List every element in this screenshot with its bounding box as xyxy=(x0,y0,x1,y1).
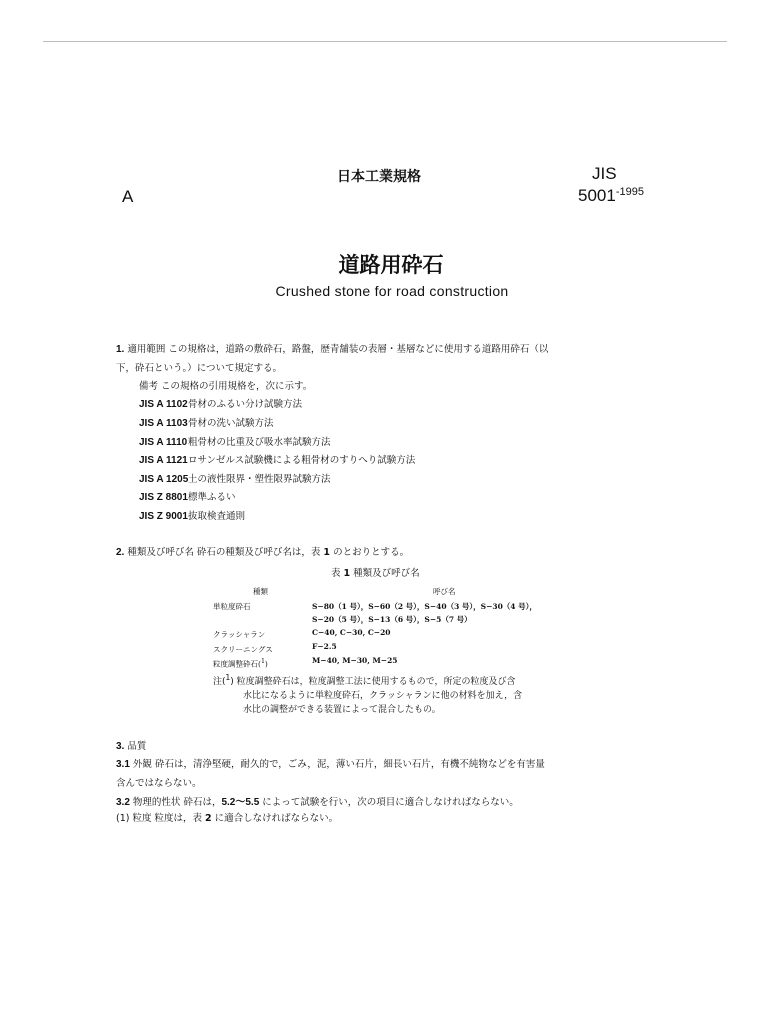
page-title: 道路用砕石 xyxy=(338,253,444,277)
section32-text-c: によって試験を行い，次の項目に適合しなければならない。 xyxy=(259,797,519,808)
table-row-kind-text: 粒度調整砕石( xyxy=(213,659,261,669)
section1-line2: 下，砕石という。）について規定する。 xyxy=(116,363,283,374)
table-row-kind-end: ) xyxy=(264,659,268,669)
ref-title: 抜取検査通則 xyxy=(188,511,246,522)
section31-line2: 含んではならない。 xyxy=(116,778,202,789)
table-row-kind xyxy=(213,658,268,670)
standard-number xyxy=(578,186,644,206)
footnote-line3: 水比の調整ができる装置によって混合したもの。 xyxy=(243,705,441,715)
footnote-mark-end: ) xyxy=(230,677,234,687)
section31-number: 3.1 xyxy=(116,759,130,770)
section2-text-c: のとおりとする。 xyxy=(330,547,410,558)
ref-title: 標準ふるい xyxy=(188,492,236,503)
jis-label: JIS xyxy=(592,164,617,183)
ref-item xyxy=(139,452,415,466)
table-caption xyxy=(331,565,420,579)
table-row-name: S−80（1 号），S−60（2 号），S−40（3 号），S−30（4 号）， xyxy=(312,602,537,611)
section32-1-text-c: に適合しなければならない。 xyxy=(211,813,339,824)
section32-ref: 5.2〜5.5 xyxy=(221,797,260,808)
table-row-kind: スクリーニングス xyxy=(213,645,273,654)
footnote-line1 xyxy=(213,673,516,687)
table-row-name: C−40, C−30, C−20 xyxy=(312,628,391,637)
section32-1-line xyxy=(116,810,338,824)
section32-text-a: 物理的性状 砕石は， xyxy=(129,797,222,808)
table-row-name: M−40, M−30, M−25 xyxy=(312,656,398,665)
table-row-kind: 単粒度砕石 xyxy=(213,602,251,611)
section32-number: 3.2 xyxy=(116,797,130,808)
section3-heading xyxy=(116,738,146,752)
ref-title: ロサンゼルス試験機による粗骨材のすりへり試験方法 xyxy=(188,455,416,466)
table-header-name: 呼び名 xyxy=(433,587,456,596)
section2-number: 2. xyxy=(116,547,125,558)
table-caption-num: 1 xyxy=(343,568,351,579)
section1-note: 備考 この規格の引用規格を，次に示す。 xyxy=(139,381,313,392)
standard-year: -1995 xyxy=(615,186,644,198)
ref-title: 骨材のふるい分け試験方法 xyxy=(188,399,303,410)
ref-title: 土の液性限界・塑性限界試験方法 xyxy=(188,474,331,485)
ref-code: JIS A 1103 xyxy=(139,418,188,429)
footnote-line2: 水比になるように単粒度砕石，クラッシャランに他の材料を加え，含 xyxy=(243,691,523,701)
ref-item xyxy=(139,434,331,448)
section31-line1 xyxy=(116,756,545,770)
section1-text1: 適用範囲 この規格は，道路の敷砕石，路盤，歴青舗装の表層・基層などに使用する道路用砕石（以 xyxy=(127,344,549,355)
table-header-kind: 種類 xyxy=(253,587,268,596)
section3-title: 品質 xyxy=(124,741,147,752)
footnote-text1: 粒度調整砕石は，粒度調整工法に使用するもので，所定の粒度及び含 xyxy=(233,677,516,687)
ref-item xyxy=(139,471,331,485)
section32-1-text-a: (1) 粒度 粒度は，表 xyxy=(116,813,206,824)
section3-number: 3. xyxy=(116,741,125,752)
section32-1-table-ref: 2 xyxy=(205,813,212,824)
table-row-name: F−2.5 xyxy=(312,642,337,651)
section2-table-ref: 1 xyxy=(323,547,331,558)
section2-text-a: 種類及び呼び名 砕石の種類及び呼び名は，表 xyxy=(127,547,324,558)
ref-code: JIS A 1205 xyxy=(139,474,189,485)
table-row-kind: クラッシャラン xyxy=(213,630,266,639)
ref-title: 粗骨材の比重及び吸水率試験方法 xyxy=(188,437,331,448)
table-row-name: S−20（5 号），S−13（6 号），S−5（7 号） xyxy=(312,615,472,624)
page-subtitle: Crushed stone for road construction xyxy=(275,283,509,299)
top-rule xyxy=(43,41,727,42)
standard-number-value: 5001 xyxy=(578,186,616,205)
table-caption-c: 種類及び呼び名 xyxy=(350,568,420,579)
section32-line xyxy=(116,793,519,808)
ref-code: JIS A 1102 xyxy=(139,399,188,410)
ref-item xyxy=(139,415,274,429)
section31-text1: 外観 砕石は，清浄堅硬，耐久的で，ごみ，泥，薄い石片，細長い石片，有機不純物などを有害量 xyxy=(129,759,545,770)
ref-title: 骨材の洗い試験方法 xyxy=(188,418,274,429)
section2-line xyxy=(116,544,409,558)
ref-code: JIS Z 8801 xyxy=(139,492,188,503)
section1-line1 xyxy=(116,341,548,355)
ref-item xyxy=(139,489,236,503)
section1-number: 1. xyxy=(116,344,125,355)
division-letter: A xyxy=(122,187,134,206)
footnote-mark-sup: 1 xyxy=(225,673,231,682)
ref-code: JIS A 1121 xyxy=(139,455,188,466)
standard-name: 日本工業規格 xyxy=(337,169,421,185)
footnote-mark: 注( xyxy=(213,677,226,687)
ref-item xyxy=(139,508,245,522)
ref-code: JIS A 1110 xyxy=(139,437,188,448)
footnote-ref: 1 xyxy=(260,658,265,665)
ref-code: JIS Z 9001 xyxy=(139,511,188,522)
table-caption-a: 表 xyxy=(331,568,344,579)
ref-item xyxy=(139,396,302,410)
